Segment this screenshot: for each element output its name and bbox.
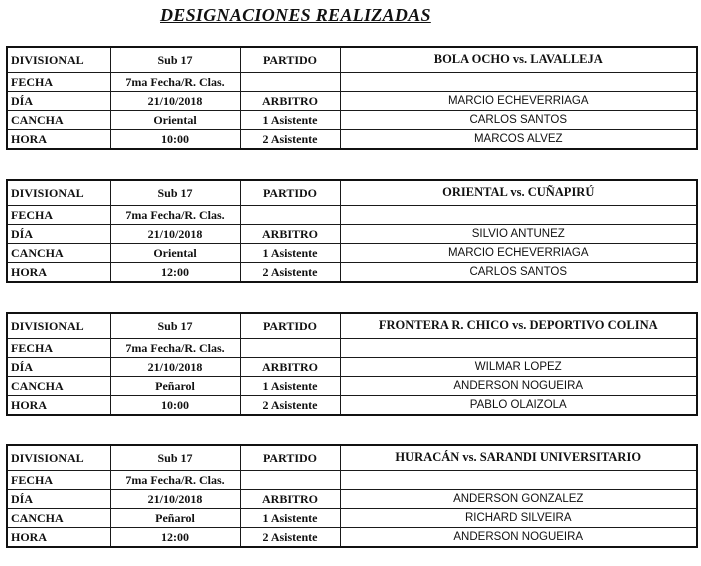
fecha-value: 7ma Fecha/R. Clas. bbox=[110, 206, 240, 225]
row-hora bbox=[7, 396, 697, 416]
match-title: BOLA OCHO vs. LAVALLEJA bbox=[340, 47, 697, 73]
row-cancha bbox=[7, 111, 697, 130]
match-title: HURACÁN vs. SARANDI UNIVERSITARIO bbox=[340, 445, 697, 471]
designation-table bbox=[6, 312, 698, 416]
empty-cell bbox=[340, 339, 697, 358]
row-fecha bbox=[7, 206, 697, 225]
label-partido: PARTIDO bbox=[240, 445, 340, 471]
arbitro-name: SILVIO ANTUNEZ bbox=[340, 225, 697, 244]
asistente-2-name: PABLO OLAIZOLA bbox=[340, 396, 697, 416]
row-divisional bbox=[7, 180, 697, 206]
label-asistente-2: 2 Asistente bbox=[240, 263, 340, 283]
row-cancha bbox=[7, 509, 697, 528]
label-hora: HORA bbox=[7, 396, 110, 416]
empty-cell bbox=[240, 339, 340, 358]
row-cancha bbox=[7, 244, 697, 263]
match-title: FRONTERA R. CHICO vs. DEPORTIVO COLINA bbox=[340, 313, 697, 339]
label-cancha: CANCHA bbox=[7, 377, 110, 396]
label-arbitro: ARBITRO bbox=[240, 490, 340, 509]
asistente-1-name: CARLOS SANTOS bbox=[340, 111, 697, 130]
asistente-2-name: MARCOS ALVEZ bbox=[340, 130, 697, 150]
empty-cell bbox=[240, 471, 340, 490]
row-hora bbox=[7, 263, 697, 283]
designation-table bbox=[6, 444, 698, 548]
designation-table bbox=[6, 46, 698, 150]
divisional-value: Sub 17 bbox=[110, 313, 240, 339]
empty-cell bbox=[240, 206, 340, 225]
asistente-2-name: CARLOS SANTOS bbox=[340, 263, 697, 283]
page-title: DESIGNACIONES REALIZADAS bbox=[160, 5, 431, 25]
row-hora bbox=[7, 528, 697, 548]
label-divisional: DIVISIONAL bbox=[7, 180, 110, 206]
arbitro-name: MARCIO ECHEVERRIAGA bbox=[340, 92, 697, 111]
cancha-value: Oriental bbox=[110, 244, 240, 263]
label-hora: HORA bbox=[7, 263, 110, 283]
empty-cell bbox=[340, 206, 697, 225]
label-partido: PARTIDO bbox=[240, 47, 340, 73]
row-fecha bbox=[7, 339, 697, 358]
label-asistente-2: 2 Asistente bbox=[240, 528, 340, 548]
label-dia: DÍA bbox=[7, 490, 110, 509]
fecha-value: 7ma Fecha/R. Clas. bbox=[110, 471, 240, 490]
label-asistente-2: 2 Asistente bbox=[240, 396, 340, 416]
cancha-value: Peñarol bbox=[110, 509, 240, 528]
label-asistente-1: 1 Asistente bbox=[240, 244, 340, 263]
label-partido: PARTIDO bbox=[240, 180, 340, 206]
row-cancha bbox=[7, 377, 697, 396]
divisional-value: Sub 17 bbox=[110, 445, 240, 471]
label-divisional: DIVISIONAL bbox=[7, 313, 110, 339]
label-divisional: DIVISIONAL bbox=[7, 47, 110, 73]
asistente-1-name: RICHARD SILVEIRA bbox=[340, 509, 697, 528]
label-cancha: CANCHA bbox=[7, 509, 110, 528]
row-dia bbox=[7, 225, 697, 244]
label-arbitro: ARBITRO bbox=[240, 358, 340, 377]
hora-value: 12:00 bbox=[110, 528, 240, 548]
empty-cell bbox=[340, 73, 697, 92]
asistente-1-name: MARCIO ECHEVERRIAGA bbox=[340, 244, 697, 263]
arbitro-name: WILMAR LOPEZ bbox=[340, 358, 697, 377]
label-asistente-1: 1 Asistente bbox=[240, 111, 340, 130]
label-cancha: CANCHA bbox=[7, 111, 110, 130]
divisional-value: Sub 17 bbox=[110, 47, 240, 73]
empty-cell bbox=[240, 73, 340, 92]
label-dia: DÍA bbox=[7, 225, 110, 244]
label-asistente-1: 1 Asistente bbox=[240, 377, 340, 396]
hora-value: 10:00 bbox=[110, 396, 240, 416]
hora-value: 12:00 bbox=[110, 263, 240, 283]
label-hora: HORA bbox=[7, 528, 110, 548]
empty-cell bbox=[340, 471, 697, 490]
divisional-value: Sub 17 bbox=[110, 180, 240, 206]
dia-value: 21/10/2018 bbox=[110, 490, 240, 509]
row-divisional bbox=[7, 445, 697, 471]
label-arbitro: ARBITRO bbox=[240, 92, 340, 111]
arbitro-name: ANDERSON GONZALEZ bbox=[340, 490, 697, 509]
label-divisional: DIVISIONAL bbox=[7, 445, 110, 471]
label-dia: DÍA bbox=[7, 92, 110, 111]
asistente-1-name: ANDERSON NOGUEIRA bbox=[340, 377, 697, 396]
label-asistente-1: 1 Asistente bbox=[240, 509, 340, 528]
row-fecha bbox=[7, 471, 697, 490]
row-dia bbox=[7, 92, 697, 111]
dia-value: 21/10/2018 bbox=[110, 358, 240, 377]
label-fecha: FECHA bbox=[7, 471, 110, 490]
label-cancha: CANCHA bbox=[7, 244, 110, 263]
designation-table bbox=[6, 179, 698, 283]
cancha-value: Oriental bbox=[110, 111, 240, 130]
cancha-value: Peñarol bbox=[110, 377, 240, 396]
dia-value: 21/10/2018 bbox=[110, 92, 240, 111]
label-hora: HORA bbox=[7, 130, 110, 150]
row-dia bbox=[7, 358, 697, 377]
label-fecha: FECHA bbox=[7, 73, 110, 92]
row-divisional bbox=[7, 47, 697, 73]
label-fecha: FECHA bbox=[7, 339, 110, 358]
label-dia: DÍA bbox=[7, 358, 110, 377]
fecha-value: 7ma Fecha/R. Clas. bbox=[110, 339, 240, 358]
dia-value: 21/10/2018 bbox=[110, 225, 240, 244]
label-partido: PARTIDO bbox=[240, 313, 340, 339]
label-arbitro: ARBITRO bbox=[240, 225, 340, 244]
row-divisional bbox=[7, 313, 697, 339]
match-title: ORIENTAL vs. CUÑAPIRÚ bbox=[340, 180, 697, 206]
fecha-value: 7ma Fecha/R. Clas. bbox=[110, 73, 240, 92]
row-dia bbox=[7, 490, 697, 509]
label-asistente-2: 2 Asistente bbox=[240, 130, 340, 150]
label-fecha: FECHA bbox=[7, 206, 110, 225]
asistente-2-name: ANDERSON NOGUEIRA bbox=[340, 528, 697, 548]
row-fecha bbox=[7, 73, 697, 92]
hora-value: 10:00 bbox=[110, 130, 240, 150]
row-hora bbox=[7, 130, 697, 150]
